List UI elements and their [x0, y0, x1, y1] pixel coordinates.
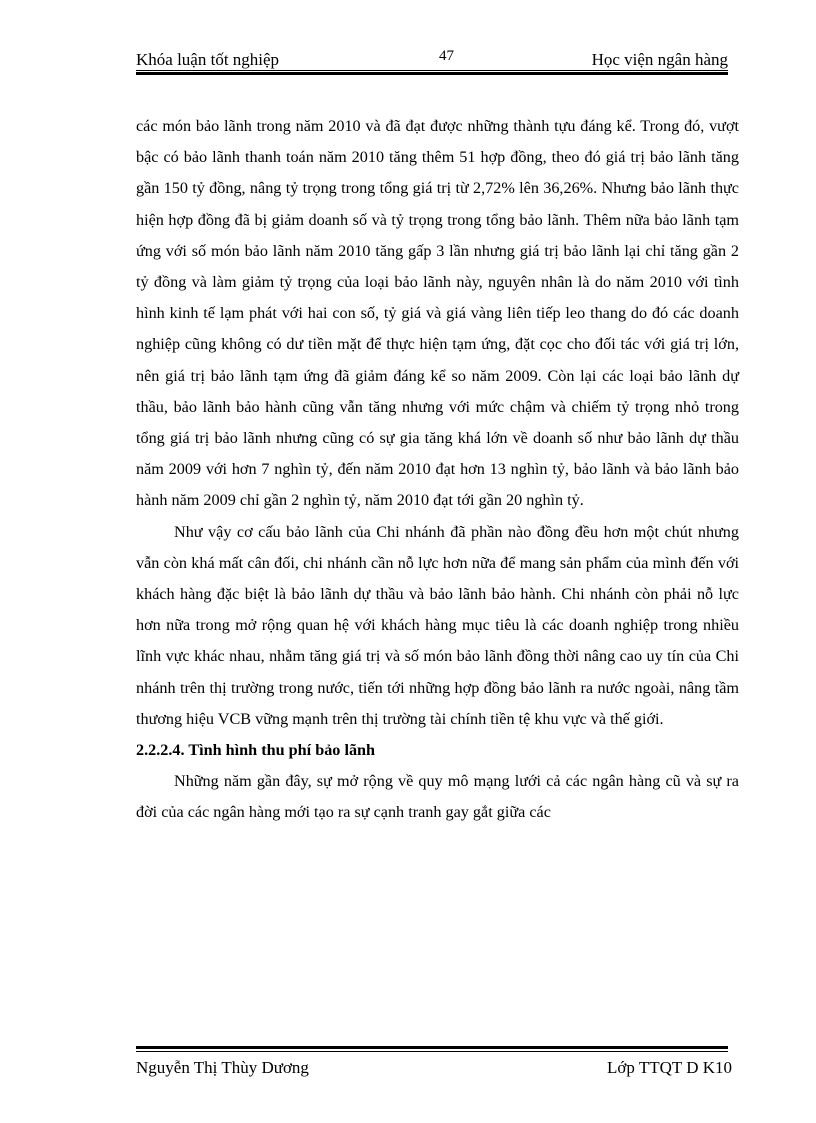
- header-rule-thin: [136, 70, 728, 71]
- footer-author: Nguyễn Thị Thùy Dương: [136, 1058, 309, 1077]
- paragraph-2: Như vậy cơ cấu bảo lãnh của Chi nhánh đã phần nào đồng đều hơn một chút nhưng vẫn còn khá mất cân đối, chi nhánh cần nỗ lực hơn nữa để mang sản phẩm của mình đến với khách hàng đặc biệt là bảo lãnh dự thầu và bảo lãnh bảo hành. Chi nhánh còn phải nỗ lực hơn nữa trong mở rộng quan hệ với khách hàng mục tiêu là các doanh nghiệp trong nhiều lĩnh vực khác nhau, nhằm tăng giá trị và số món bảo lãnh đồng thời nâng cao uy tín của Chi nhánh trên thị trường trong nước, tiến tới những hợp đồng bảo lãnh ra nước ngoài, nâng tầm thương hiệu VCB vững mạnh trên thị trường tài chính tiền tệ khu vực và thế giới.: [136, 522, 739, 728]
- paragraph-3: Những năm gần đây, sự mở rộng về quy mô mạng lưới cả các ngân hàng cũ và sự ra đời của các ngân hàng mới tạo ra sự cạnh tranh gay gắt giữa các: [136, 772, 739, 822]
- page-number: 47: [439, 48, 454, 64]
- footer-class: Lớp TTQT D K10: [607, 1058, 732, 1077]
- header-thesis-label: Khóa luận tốt nghiệp: [136, 50, 280, 69]
- header-rule-thick: [136, 72, 728, 75]
- paragraph-1: các món bảo lãnh trong năm 2010 và đã đạt được những thành tựu đáng kể. Trong đó, vượt bậc có bảo lãnh thanh toán năm 2010 tăng thêm 51 hợp đồng, theo đó giá trị bảo lãnh tăng gần 150 tỷ đồng, nâng tỷ trọng trong tổng giá trị từ 2,72% lên 36,26%. Nhưng bảo lãnh thực hiện hợp đồng đã bị giảm doanh số và tỷ trọng trong tổng bảo lãnh. Thêm nữa bảo lãnh tạm ứng với số món bảo lãnh năm 2010 tăng gấp 3 lần nhưng giá trị bảo lãnh lại chỉ tăng gần 2 tỷ đồng và làm giảm tỷ trọng của loại bảo lãnh này, nguyên nhân là do năm 2010 với tình hình kinh tế lạm phát với hai con số, tỷ giá và giá vàng liên tiếp leo thang do đó các doanh nghiệp cũng không có dư tiền mặt để thực hiện tạm ứng, đặt cọc cho đối tác với giá trị lớn, nên giá trị bảo lãnh tạm ứng đã giảm đáng kể so năm 2009. Còn lại các loại bảo lãnh dự thầu, bảo lãnh bảo hành cũng vẫn tăng nhưng với mức chậm và chiếm tỷ trọng nhỏ trong tổng giá trị bảo lãnh nhưng cũng có sự gia tăng khá lớn về doanh số như bảo lãnh dự thầu năm 2009 với hơn 7 nghìn tỷ, đến năm 2010 đạt hơn 13 nghìn tỷ, bảo lãnh và bảo lãnh bảo hành năm 2009 chỉ gần 2 nghìn tỷ, năm 2010 đạt tới gần 20 nghìn tỷ.: [136, 117, 739, 510]
- section-heading: 2.2.2.4. Tình hình thu phí bảo lãnh: [136, 741, 376, 760]
- page-footer: [136, 1058, 740, 1080]
- page-header: [136, 48, 728, 70]
- footer-rule-thin: [136, 1051, 728, 1052]
- header-institution: Học viện ngân hàng: [591, 50, 728, 69]
- footer-rule-thick: [136, 1046, 728, 1049]
- body-text: [136, 111, 739, 829]
